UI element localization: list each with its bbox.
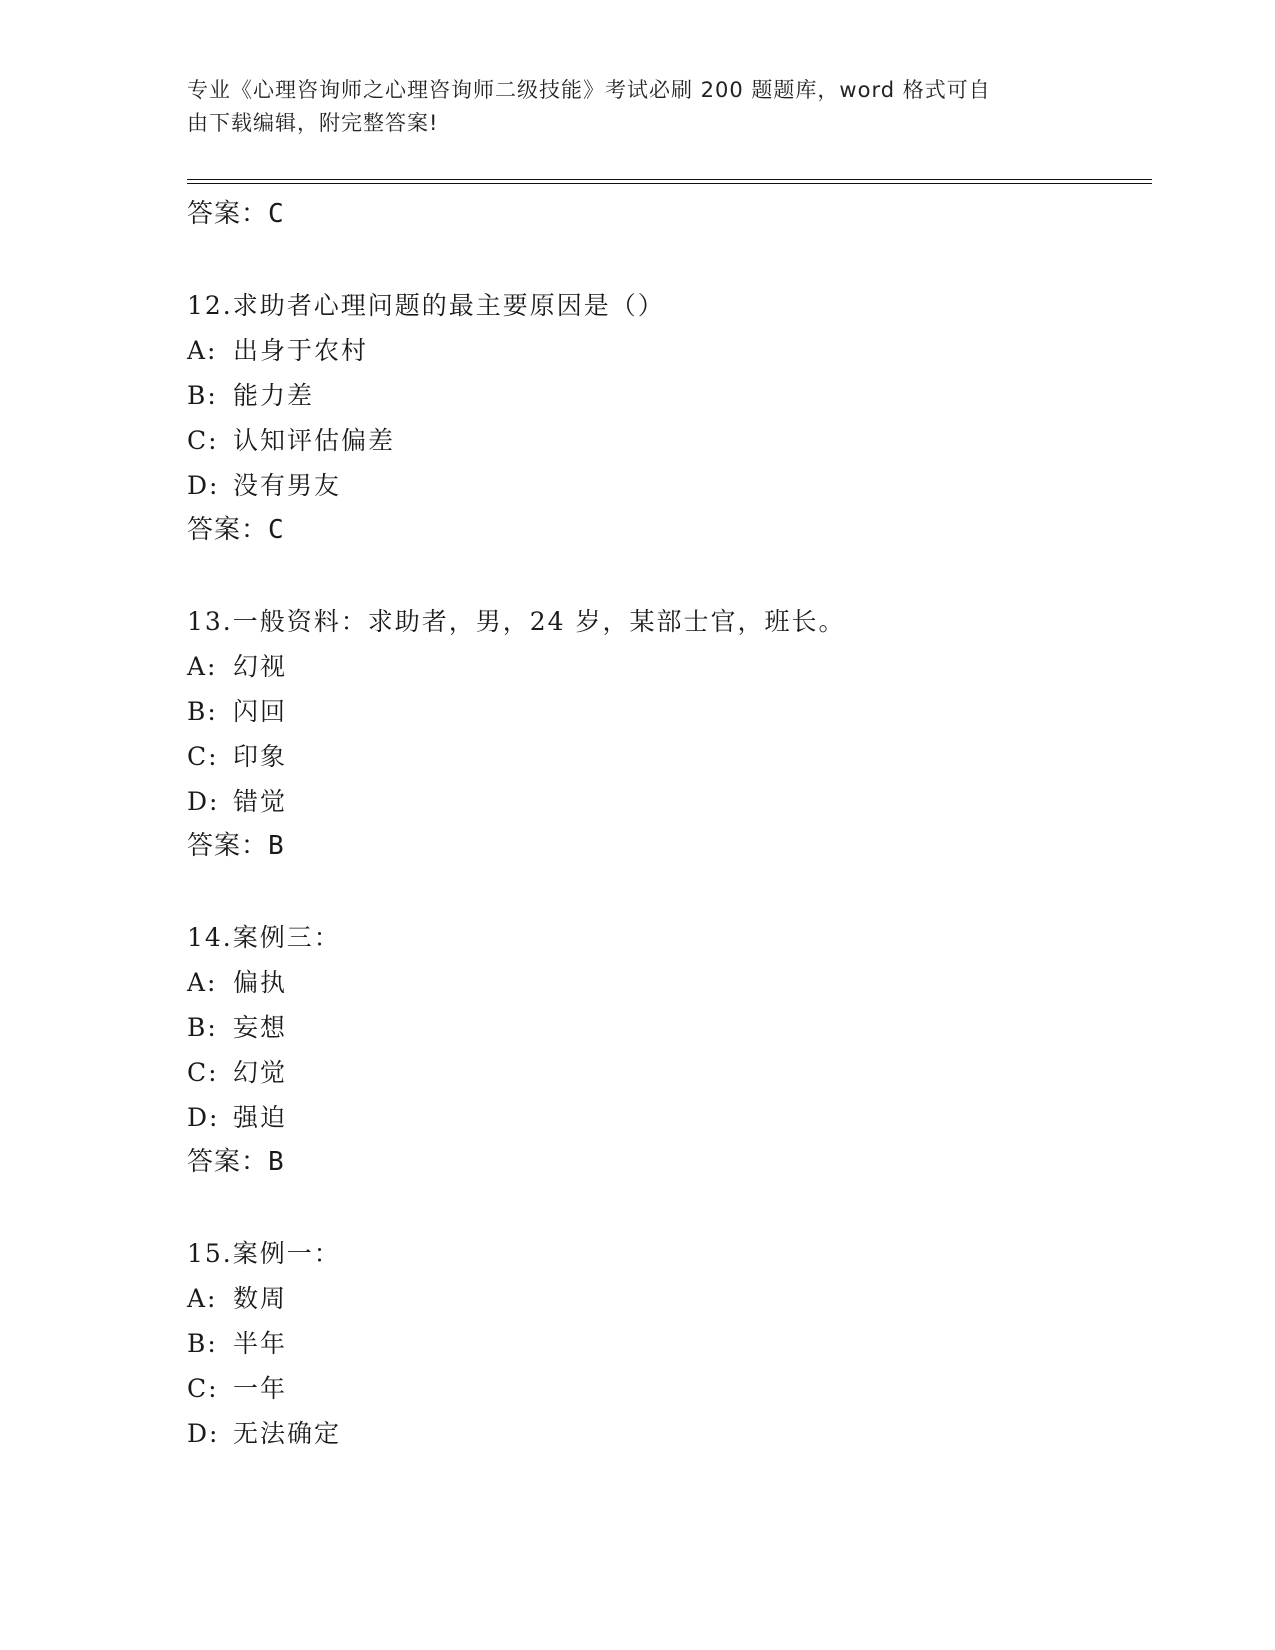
option-text: 没有男友 — [233, 471, 342, 500]
answer-value: C — [268, 515, 285, 545]
option-text: 闪回 — [233, 697, 288, 726]
question-list — [187, 192, 1147, 1456]
spacer — [187, 553, 1147, 599]
answer-value: B — [268, 831, 285, 861]
header-line-1: 专业《心理咨询师之心理咨询师二级技能》考试必刷 200 题题库，word 格式可自 — [187, 78, 991, 102]
question-stem: 15.案例一： — [187, 1239, 341, 1268]
spacer — [187, 1185, 1147, 1231]
spacer — [187, 869, 1147, 915]
option-text: 无法确定 — [233, 1419, 342, 1448]
document-header — [187, 74, 1087, 140]
option-letter: D: — [187, 1103, 220, 1132]
header-line-2: 由下载编辑，附完整答案! — [187, 111, 439, 135]
header-divider-bottom — [187, 183, 1152, 184]
option-c — [187, 734, 1147, 779]
option-d — [187, 1095, 1147, 1140]
option-text: 幻视 — [233, 652, 288, 681]
option-letter: D: — [187, 787, 220, 816]
option-text: 妄想 — [233, 1013, 288, 1042]
option-b — [187, 1321, 1147, 1366]
answer-label: 答案： — [187, 831, 269, 861]
answer-line — [187, 824, 1147, 869]
option-text: 一年 — [233, 1374, 288, 1403]
option-c — [187, 1050, 1147, 1095]
question-stem: 12.求助者心理问题的最主要原因是（） — [187, 291, 665, 320]
answer-line — [187, 508, 1147, 553]
option-letter: B: — [187, 381, 218, 410]
option-letter: B: — [187, 1013, 218, 1042]
option-a — [187, 328, 1147, 373]
option-letter: C: — [187, 426, 219, 455]
option-letter: C: — [187, 1374, 219, 1403]
answer-line — [187, 192, 1147, 237]
option-b — [187, 689, 1147, 734]
option-c — [187, 418, 1147, 463]
option-a — [187, 644, 1147, 689]
option-a — [187, 960, 1147, 1005]
option-text: 半年 — [233, 1329, 288, 1358]
option-a — [187, 1276, 1147, 1321]
option-d — [187, 779, 1147, 824]
option-text: 印象 — [233, 742, 288, 771]
option-letter: B: — [187, 1329, 218, 1358]
option-letter: C: — [187, 1058, 219, 1087]
option-letter: B: — [187, 697, 218, 726]
answer-line — [187, 1140, 1147, 1185]
option-text: 数周 — [233, 1284, 288, 1313]
answer-label: 答案： — [187, 515, 269, 545]
option-d — [187, 1411, 1147, 1456]
option-c — [187, 1366, 1147, 1411]
option-letter: C: — [187, 742, 219, 771]
option-letter: A: — [187, 968, 218, 997]
option-letter: D: — [187, 471, 220, 500]
answer-label: 答案： — [187, 199, 269, 229]
option-text: 幻觉 — [233, 1058, 288, 1087]
question-stem: 14.案例三： — [187, 923, 341, 952]
option-letter: A: — [187, 1284, 218, 1313]
option-d — [187, 463, 1147, 508]
spacer — [187, 237, 1147, 283]
option-text: 认知评估偏差 — [233, 426, 396, 455]
option-b — [187, 373, 1147, 418]
option-text: 强迫 — [233, 1103, 288, 1132]
question-stem: 13.一般资料：求助者，男，24 岁，某部士官，班长。 — [187, 607, 846, 636]
answer-value: C — [268, 199, 285, 229]
option-letter: A: — [187, 652, 218, 681]
option-letter: A: — [187, 336, 218, 365]
option-text: 出身于农村 — [233, 336, 369, 365]
option-text: 偏执 — [233, 968, 288, 997]
option-letter: D: — [187, 1419, 220, 1448]
option-text: 错觉 — [233, 787, 288, 816]
option-text: 能力差 — [233, 381, 315, 410]
option-b — [187, 1005, 1147, 1050]
header-divider-top — [187, 179, 1152, 180]
answer-value: B — [268, 1147, 285, 1177]
answer-label: 答案： — [187, 1147, 269, 1177]
